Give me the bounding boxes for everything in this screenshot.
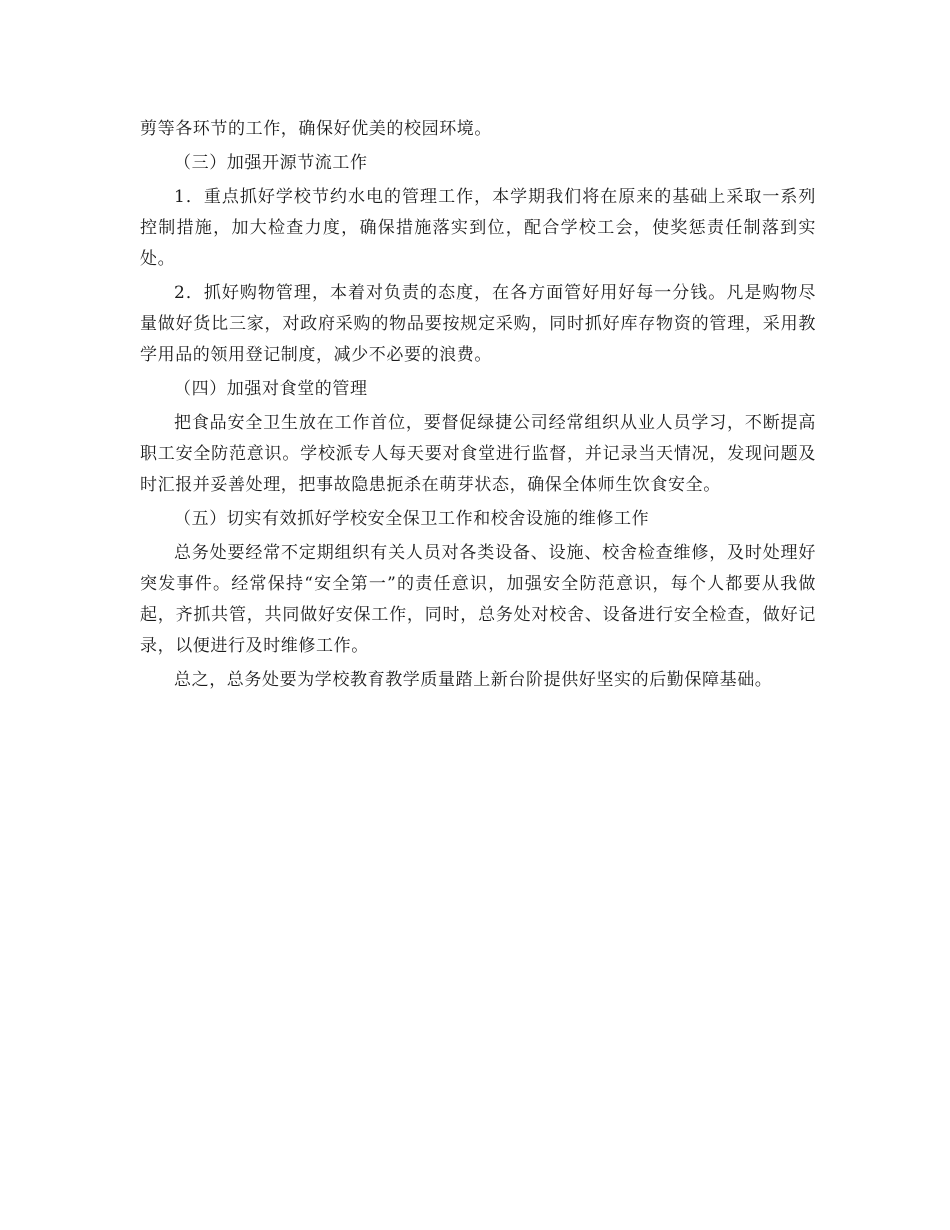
paragraph-continuation: 剪等各环节的工作，确保好优美的校园环境。	[140, 119, 492, 139]
section-heading-3: （三）加强开源节流工作	[174, 153, 368, 173]
document-body	[140, 114, 816, 699]
paragraph-canteen: 把食品安全卫生放在工作首位，要督促绿捷公司经常组织从业人员学习，不断提高职工安全防范意识。学校派专人每天要对食堂进行监督，并记录当天情况，发现问题及时汇报并妥善处理，把事故隐患扼杀在萌芽状态，确保全体师生饮食安全。	[140, 413, 816, 495]
paragraph-summary: 总之，总务处要为学校教育教学质量踏上新台阶提供好坚实的后勤保障基础。	[174, 670, 773, 690]
paragraph-safety: 总务处要经常不定期组织有关人员对各类设备、设施、校舍检查维修，及时处理好突发事件。经常保持“安全第一”的责任意识，加强安全防范意识，每个人都要从我做起，齐抓共管，共同做好安保工作，同时，总务处对校舍、设备进行安全检查，做好记录，以便进行及时维修工作。	[140, 543, 816, 656]
section-heading-4: （四）加强对食堂的管理	[174, 379, 368, 399]
section-heading-5: （五）切实有效抓好学校安全保卫工作和校舍设施的维修工作	[174, 509, 650, 529]
paragraph-utilities: 1．重点抓好学校节约水电的管理工作，本学期我们将在原来的基础上采取一系列控制措施，加大检查力度，确保措施落实到位，配合学校工会，使奖惩责任制落到实处。	[140, 187, 816, 269]
paragraph-purchasing: 2．抓好购物管理，本着对负责的态度，在各方面管好用好每一分钱。凡是购物尽量做好货比三家，对政府采购的物品要按规定采购，同时抓好库存物资的管理，采用教学用品的领用登记制度，减少不必要的浪费。	[140, 283, 816, 365]
